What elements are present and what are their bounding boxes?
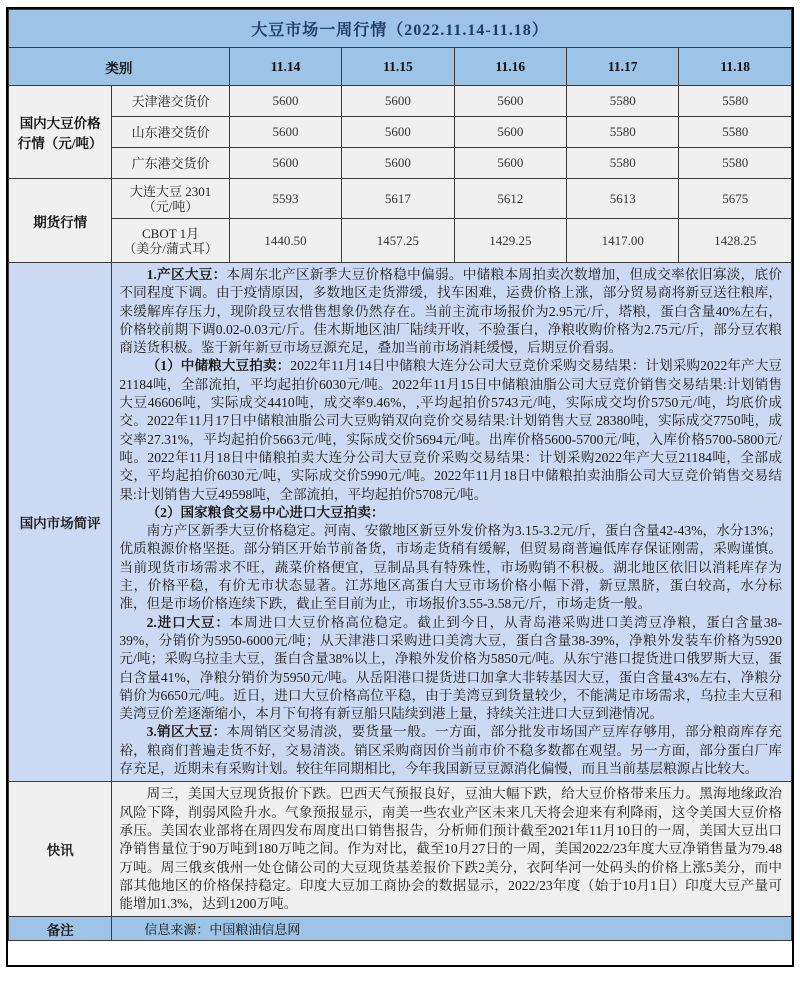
cell-value: 1428.25 — [679, 219, 792, 263]
row-label-tianjin: 天津港交货价 — [112, 86, 229, 117]
cell-value: 1440.50 — [229, 219, 341, 263]
cell-value: 5675 — [679, 179, 792, 219]
paragraph-lead: 3.销区大豆： — [146, 724, 227, 740]
cell-value: 1429.25 — [454, 219, 566, 263]
cell-value: 1457.25 — [342, 219, 454, 263]
cell-value: 5580 — [679, 148, 792, 179]
review-paragraph — [119, 357, 782, 503]
row-label-shandong: 山东港交货价 — [112, 117, 229, 148]
row-label-cbot-jan — [112, 219, 229, 263]
section-label-line1: 国内大豆价格 — [19, 116, 101, 131]
row-label-guangdong: 广东港交货价 — [112, 148, 229, 179]
row-label-line2: （美分/蒲式耳） — [123, 240, 218, 256]
column-header-date-3: 11.16 — [454, 48, 566, 86]
section-label-note: 备注 — [9, 917, 112, 941]
column-header-date-4: 11.17 — [567, 48, 679, 86]
row-label-line1: 大连大豆 2301 — [129, 183, 212, 199]
section-label-domestic-price — [9, 86, 112, 179]
title-row — [9, 10, 792, 48]
row-label-line2: （元/吨） — [142, 198, 199, 214]
row-label-line1: CBOT 1月 — [142, 225, 200, 241]
report-table — [8, 9, 792, 941]
column-header-category: 类别 — [9, 48, 230, 86]
review-paragraph — [119, 723, 782, 778]
note-row — [9, 917, 792, 941]
column-header-date-5: 11.18 — [679, 48, 792, 86]
cell-value: 1417.00 — [567, 219, 679, 263]
paragraph-text: 本周东北产区新季大豆价格稳中偏弱。中储粮本周拍卖次数增加，但成交率依旧寡淡，底价不同程度下调。由于疫情原因，多数地区走货滞缓，找车困难，运费价格上涨，部分贸易商将新豆送往粮库，来缓解库存压力，现阶段豆农惜售想象仍然存在。当前主流市场报价为2.95元/斤，塔粮，蛋白含量40%左右，价格较前期下调0.02-0.03元/斤。佳木斯地区油厂陆续开收，不验蛋白，净粮收购价格为2.75元/斤，部分豆农粮商送货积极。鉴于新年新豆市场豆源充足，叠加当前市场消耗缓慢，后期豆价看弱。 — [119, 267, 782, 356]
column-header-date-1: 11.14 — [229, 48, 341, 86]
paragraph-lead: （1）中储粮大豆拍卖： — [146, 358, 291, 374]
cell-value: 5580 — [679, 117, 792, 148]
table-row — [9, 148, 792, 179]
cell-value: 5580 — [567, 117, 679, 148]
cell-value: 5600 — [342, 117, 454, 148]
cell-value: 5600 — [342, 86, 454, 117]
note-source: 信息来源：中国粮油信息网 — [112, 917, 792, 941]
paragraph-lead: 2.进口大豆： — [146, 614, 230, 630]
table-row — [9, 219, 792, 263]
paragraph-text: 本周销区交易清淡，要货量一般。一方面，部分批发市场国产豆库存够用，部分粮商库存充裕，粮商们普遍走货不好，交易清淡。销区采购商因价当前市价不稳多数都在观望。另一方面，部分蛋白厂库存充足，近期未有采购计划。较往年同期相比，今年我国新豆豆源消化偏慢，而且当前基层粮源占比较大。 — [119, 724, 782, 777]
cell-value: 5600 — [454, 117, 566, 148]
review-paragraph — [119, 504, 782, 522]
soybean-weekly-report-table — [6, 7, 794, 967]
table-row — [9, 179, 792, 219]
cell-value: 5612 — [454, 179, 566, 219]
table-row — [9, 86, 792, 117]
section-label-market-review: 国内市场简评 — [9, 263, 112, 782]
paragraph-text: 2022年11月14日中储粮大连分公司大豆竞价采购交易结果：计划采购2022年产大豆21184吨，全部流拍，平均起拍价6030元/吨。2022年11月15日中储粮油脂公司大豆竞价销售交易结果:计划销售大豆46606吨，实际成交4410吨，成交率9.46%，,平均起拍价5743元/吨，实际成交均价5750元/吨，均底价成交。2022年11月17日中储粮油脂公司大豆购销双向竞价交易结果:计划销售大豆 28380吨，实际成交7750吨，成交率27.31%，平均起拍价5663元/吨，实际成交价5694元/吨。出库价格5600-5700元/吨，入库价格5700-5800元/吨。2022年11月18日中储粮拍卖大连分公司大豆竞价采购交易结果：计划采购2022年产大豆21184吨，全部成交，平均起拍价6030元/吨，实际成交价5990元/吨。2022年11月18日中储粮拍卖油脂公司大豆竞价销售交易结果:计划销售大豆49598吨，全部流拍，平均起拍价5708元/吨。 — [119, 358, 783, 502]
header-row — [9, 48, 792, 86]
section-label-news: 快讯 — [9, 782, 112, 917]
column-header-date-2: 11.15 — [342, 48, 454, 86]
review-paragraph — [119, 266, 782, 357]
cell-value: 5600 — [342, 148, 454, 179]
cell-value: 5580 — [679, 86, 792, 117]
cell-value: 5617 — [342, 179, 454, 219]
cell-value: 5600 — [454, 86, 566, 117]
paragraph-lead: 1.产区大豆： — [146, 267, 227, 282]
paragraph-text: 南方产区新季大豆价格稳定。河南、安徽地区新豆外发价格为3.15-3.2元/斤，蛋白含量42-43%，水分13%；优质粮源价格坚挺。部分销区开始节前备货，市场走货稍有缓解，但贸易商普遍低库存保证刚需，采购谨慎。当前现货市场需求不旺，蔬菜价格便宜，豆制品具有特殊性，市场购销不积极。湖北地区依旧以消耗库存为主，价格平稳，有价无市状态显著。江苏地区高蛋白大豆市场价格小幅下滑，新豆黑脐，蛋白较高，水分标准，但是市场价格连续下跌，截止至目前为止，市场报价3.55-3.58元/斤，市场走货一般。 — [119, 523, 782, 612]
cell-value: 5580 — [567, 148, 679, 179]
section-label-line2: 行情（元/吨） — [17, 136, 103, 151]
review-paragraph — [119, 522, 782, 613]
news-paragraph: 周三，美国大豆现货报价下跌。巴西天气预报良好，豆油大幅下跌，给大豆价格带来压力。黑海地缘政治风险下降，削弱风险升水。气象预报显示，南美一些农业产区未来几天将会迎来有利降雨，这令美国大豆价格承压。美国农业部将在周四发布周度出口销售报告，分析师们预计截至2021年11月10日的一周，美国大豆出口净销售量位于90万吨到180万吨之间。作为对比，截至10月27日的一周，美国2022/23年度大豆净销售量为79.48万吨。周三俄亥俄州一处仓储公司的大豆现货基差报价下跌2美分，衣阿华河一处码头的价格上涨5美分，而中部其他地区的价格保持稳定。印度大豆加工商协会的数据显示，2022/23年度（始于10月1日）印度大豆产量可能增加1.3%，达到1200万吨。 — [119, 786, 782, 912]
table-row — [9, 117, 792, 148]
news-content — [112, 782, 792, 917]
review-row — [9, 263, 792, 782]
paragraph-text: 本周进口大豆价格高位稳定。截止到今日，从青岛港采购进口美湾豆净粮，蛋白含量38-39%，分销价为5950-6000元/吨；从天津港口采购进口美湾大豆，蛋白含量38-39%，净粮外发装车价格为5920元/吨；采购乌拉圭大豆，蛋白含量38%以上，净粮外发价格为5850元/吨。从东宁港口提货进口俄罗斯大豆，蛋白含量41%，净粮分销价为5950元/吨。从岳阳港口提货进口加拿大非转基因大豆，蛋白含量43%左右，净粮分销价为6650元/吨。近日，进口大豆价格高位平稳，由于美湾豆到货量较少，不能满足市场需求，乌拉圭大豆和美湾豆价差逐渐缩小，本月下旬将有新豆船只陆续到港上量，持续关注进口大豆到港情况。 — [119, 614, 782, 722]
cell-value: 5580 — [567, 86, 679, 117]
news-row — [9, 782, 792, 917]
cell-value: 5600 — [229, 86, 341, 117]
paragraph-lead: （2）国家粮食交易中心进口大豆拍卖： — [146, 504, 385, 520]
page-title: 大豆市场一周行情（2022.11.14-11.18） — [9, 10, 792, 48]
row-label-dalian-2301 — [112, 179, 229, 219]
market-review-content — [112, 263, 792, 782]
cell-value: 5600 — [229, 117, 341, 148]
review-paragraph — [119, 614, 782, 724]
section-label-futures: 期货行情 — [9, 179, 112, 263]
cell-value: 5593 — [229, 179, 341, 219]
cell-value: 5600 — [454, 148, 566, 179]
cell-value: 5613 — [567, 179, 679, 219]
cell-value: 5600 — [229, 148, 341, 179]
